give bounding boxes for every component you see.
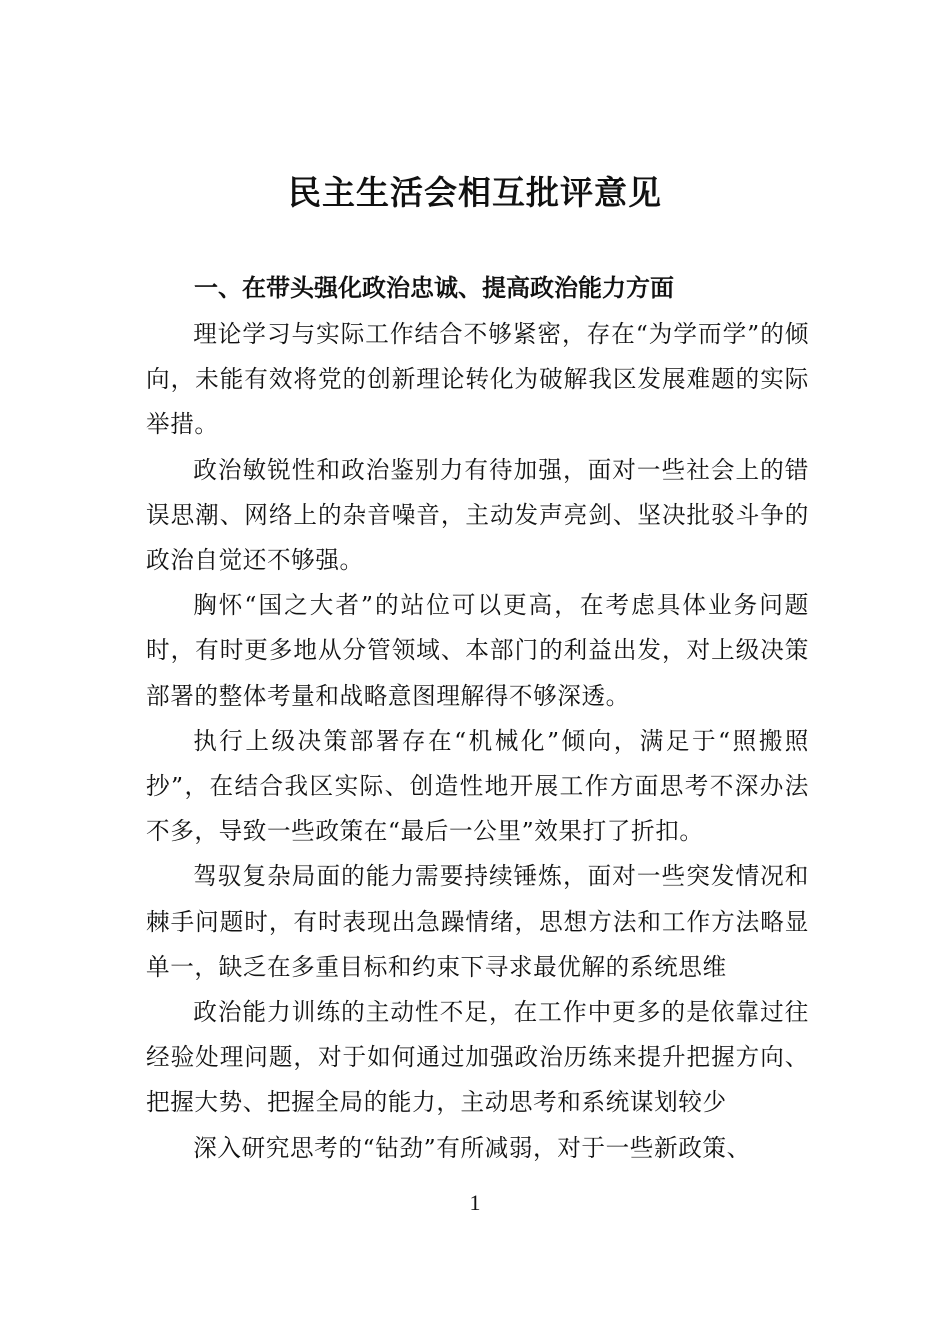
paragraph: 政治敏锐性和政治鉴别力有待加强，面对一些社会上的错误思潮、网络上的杂音噪音，主动发声亮剑、坚决批驳斗争的政治自觉还不够强。	[146, 455, 809, 575]
paragraph: 深入研究思考的“钻劲”有所减弱，对于一些新政策、	[193, 1133, 751, 1162]
paragraph: 政治能力训练的主动性不足，在工作中更多的是依靠过往经验处理问题，对于如何通过加强政治历练来提升把握方向、把握大势、把握全局的能力，主动思考和系统谋划较少	[146, 998, 809, 1117]
section-heading: 一、在带头强化政治忠诚、提高政治能力方面	[194, 274, 674, 302]
page-number: 1	[469, 1190, 481, 1215]
paragraph: 执行上级决策部署存在“机械化”倾向，满足于“照搬照抄”，在结合我区实际、创造性地开展工作方面思考不深办法不多，导致一些政策在“最后一公里”效果打了折扣。	[146, 726, 809, 846]
paragraph: 理论学习与实际工作结合不够紧密，存在“为学而学”的倾向，未能有效将党的创新理论转化为破解我区发展难题的实际举措。	[146, 320, 809, 439]
paragraph: 驾驭复杂局面的能力需要持续锤炼，面对一些突发情况和棘手问题时，有时表现出急躁情绪，思想方法和工作方法略显单一，缺乏在多重目标和约束下寻求最优解的系统思维	[146, 862, 809, 981]
body-text	[146, 312, 809, 1171]
document-title: 民主生活会相互批评意见	[288, 173, 662, 212]
paragraph: 胸怀“国之大者”的站位可以更高，在考虑具体业务问题时，有时更多地从分管领域、本部门的利益出发，对上级决策部署的整体考量和战略意图理解得不够深透。	[146, 591, 809, 710]
